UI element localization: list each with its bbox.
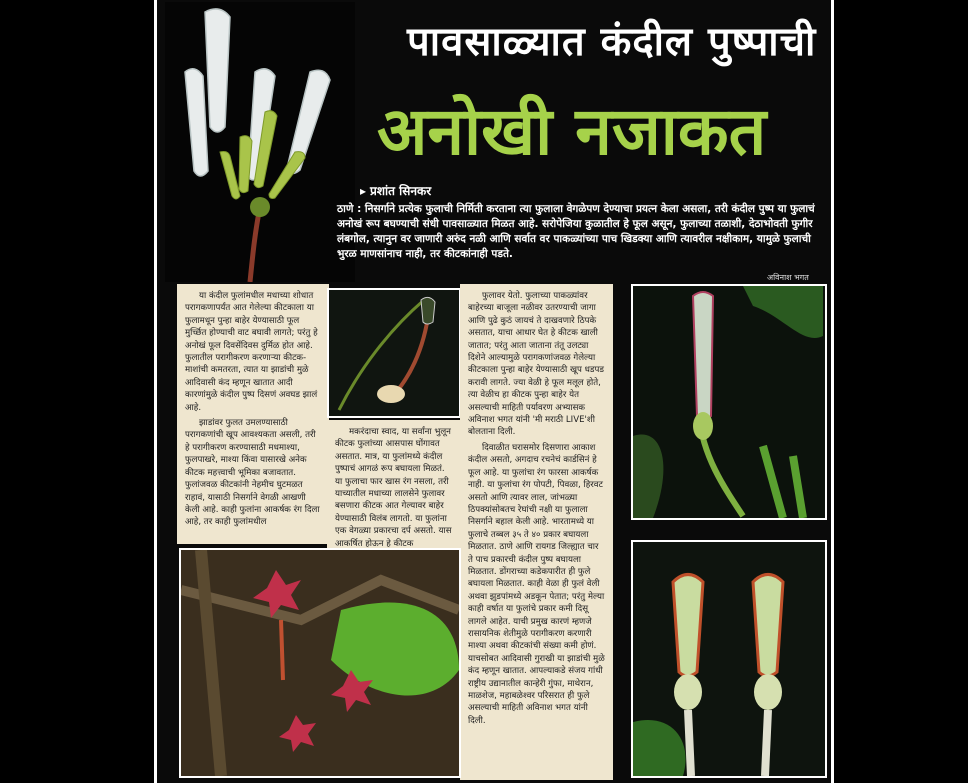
byline — [360, 182, 431, 199]
column-paragraph: मकरंदाचा स्वाद, या सर्वांना भुलून कीटक फुलांच्या आसपास घोंगावत असतात. मात्र, या फुलांमध्ये कंदील पुष्पाचं आगळं रूप बघायला मिळतं. या फुलाचा फार खास रंग नसला, तरी याच्यातील मधाच्या लालसेने फुलावर बसणारा कीटक आत गेल्यावर बाहेर येण्यासाठी विलंब लागतो. या फुलांना एक वेगळ्या प्रकारचा दर्प असतो. यास आकर्षित होऊन हे कीटक — [335, 427, 452, 549]
headline-line-2: अनोखी नजाकत — [377, 93, 767, 170]
intro-paragraph: ठाणे : निसर्गाने प्रत्येक फुलाची निर्मिती करताना त्या फुलाला वेगळेपण देण्याचा प्रयत्न केला असला, तरी कंदील पुष्प या फुलाचं अनोखं रूप बघण्याची संधी पावसाळ्यात मिळत आहे. सरोपेजिया कुळातील हे फूल असून, फुलाच्या तळाशी, देठाभोवती फुगीर लंबगोल, त्यानुन वर जाणारी अरुंद नळी आणि सर्वात वर पाकळ्यांच्या पाच खिडक्या आणि त्यावरील नक्षीकाम, यामुळे फुलाची भुरळ माणसांनाच नाही, तर कीटकांनाही पडते. — [337, 203, 815, 260]
headline-line-1: पावसाळ्यात कंदील पुष्पाची — [407, 19, 817, 65]
column-paragraph: फुलावर येतो. फुलाच्या पाकळ्यांवर बाहेरच्या बाजूला नळीवर उतरण्याची जागा आणि पुढे कुठं जायचं ते दाखवणारे ठिपके असतात, याचा आधार घेत हे कीटक खाली जातात; परंतु आता जाताना तंतू उलट्या दिशेने आल्यामुळे परागकणांजवळ गेलेल्या कीटकाला पुन्हा बाहेर येण्यासाठी खूप धडपड करावी लागते. ज्या वेळी हे फूल मलूल होते, त्या वेळीच हा कीटक पुन्हा बाहेर येत असल्याची माहिती पर्यावरण अभ्यासक अविनाश भगत यांनी 'मी मराठी LIVE'शी बोलताना दिली. — [468, 291, 604, 438]
byline-arrow-icon: ▸ — [360, 184, 367, 198]
column-paragraph: दिवाळीत घरासमोर दिसणारा आकाश कंदील असतो, अगदाच रचनेचं कार्डसिनं हे फूल आहे. या फुलांचा रंग फारसा आकर्षक नाही. या फुलांचा रंग पोपटी, पिवळा, हिरवट असतो आणि त्यावर लाल, जांभळ्या ठिपक्यांसोबतच रेघांची नक्षी या फुलाला निसर्गाने बहाल केली आहे. भारतामध्ये या फुलाचे तब्बल ३५ ते ४० प्रकार बघायला मिळतात. ठाणे आणि रायगड जिल्ह्यात चार ते पाच प्रकारची कंदील पुष्प बघायला मिळतात. डोंगराच्या कडेकपारीत ही फुले बघायला मिळतात. काही वेळा ही फुलं वेली अथवा झुडपांमध्ये अडकून पेतात; परंतु मेल्या काही वर्षात या फुलांचे प्रकार कमी दिसू लागले आहेत. याची प्रमुख कारणं म्हणजे रासायनिक शेतीमुळे परागीकरण करणारी माश्या अथवा कीटकांची संख्या कमी होणं. याचसोबत आदिवासी गुराखी या झाडांची मुळे कंद म्हणून खातात. आपल्याकडे संजय गांधी राष्ट्रीय उद्यानातील कान्हेरी गुंफा, माथेरान, माळशेज, महाबळेश्वर परिसरात ही फुले असल्याची माहिती अविनाश भगत यांनी दिली. — [468, 442, 605, 726]
photo-credit: अविनाश भगत — [767, 273, 809, 282]
photo-white-flower-cluster — [165, 2, 355, 282]
photo-single-lantern-flower — [327, 288, 461, 418]
photo-tall-green-flower — [631, 284, 827, 520]
newspaper-page — [154, 0, 834, 783]
article-column-3 — [460, 284, 613, 780]
column-paragraph: या कंदील फुलांमधील मधाच्या शोधात परागकणापर्यंत आत गेलेल्या कीटकाला या फुलामधून पुन्हा बाहेर येण्यासाठी फूल मुर्च्छित होण्याची वाट बघावी लागते; परंतु हे अनोखं फूल दिवसेंदिवस दुर्मिळ होत आहे. फुलातील परागीकरण करणाऱ्या कीटक-माशांची कमतरता, त्यात या झाडांची मुळे आदिवासी कंद म्हणून खातात आदी कारणांमुळे कंदील पुष्प दिसणं अवघड झालं आहे. — [185, 291, 318, 413]
photo-star-flowers-leaves — [179, 548, 461, 778]
article-column-1 — [177, 284, 329, 544]
article-column-2 — [327, 420, 461, 550]
photo-two-lantern-flowers — [631, 540, 827, 778]
column-paragraph: झाडांवर फुलत उमलण्यासाठी परागकणांची खूप आवश्यकता असली, तरी हे परागीकरण करण्यासाठी मधमाश्या, फुलपाखरे, माश्या किंवा यासारखे अनेक कीटक महत्त्वाची भूमिका बजावतात. फुलांजवळ कीटकांनी नेहमीच घुटमळत राहावं, यासाठी निसर्गाने वेगळी आखणी केली आहे. काही फुलांना आकर्षक रंग दिला आहे, तर काही फुलांमधील — [185, 418, 320, 528]
byline-author: प्रशांत सिनकर — [370, 184, 432, 198]
